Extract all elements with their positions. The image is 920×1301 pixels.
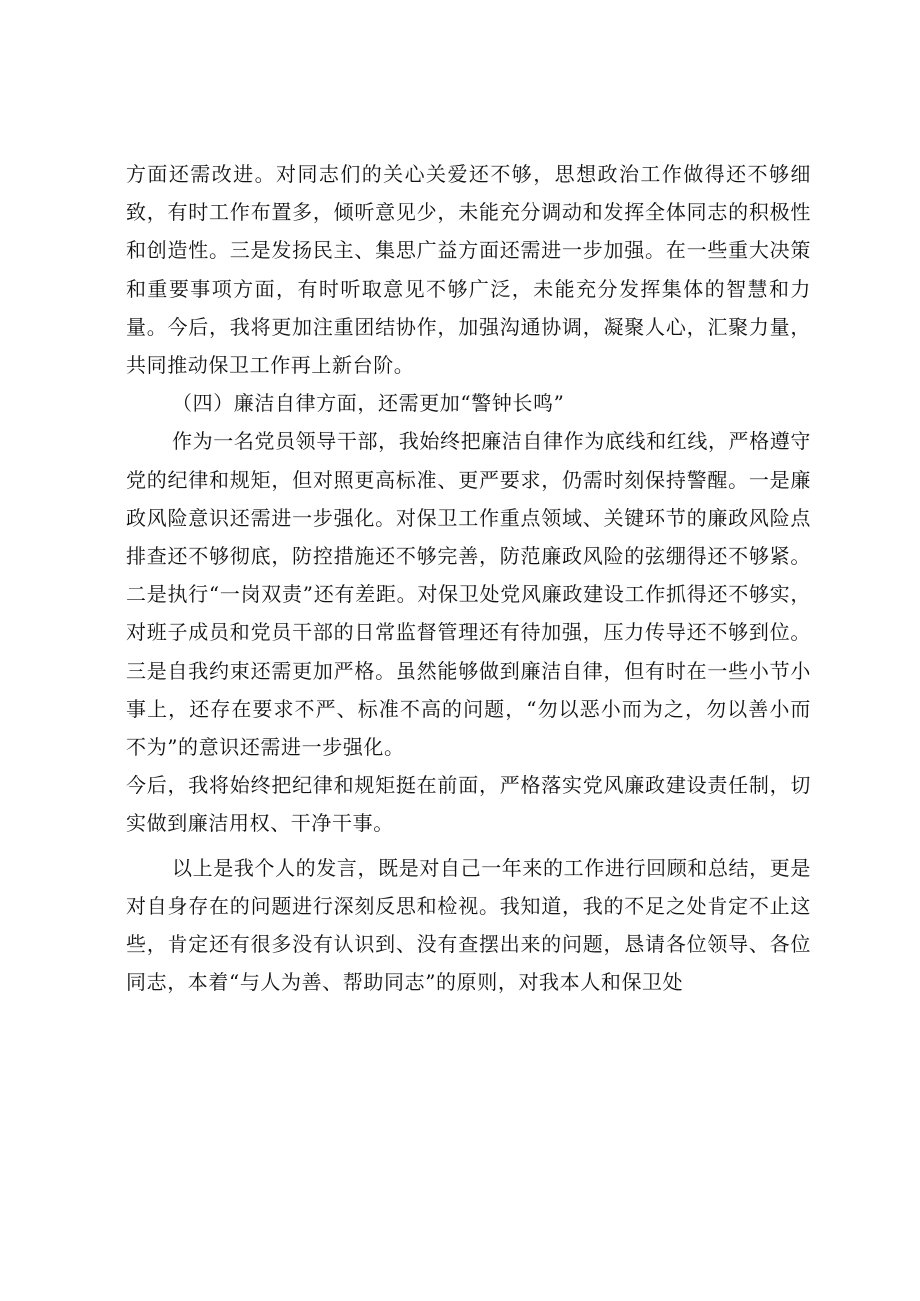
paragraph-integrity-conclusion: 今后，我将始终把纪律和规矩挺在前面，严格落实党风廉政建设责任制，切实做到廉洁用权、干净干事。 [126,773,811,836]
section-heading-integrity: （四）廉洁自律方面，还需更加“警钟长鸣” [172,391,565,416]
paragraph-integrity: 作为一名党员领导干部，我始终把廉洁自律作为底线和红线，严格遵守党的纪律和规矩，但对照更高标准、更严要求，仍需时刻保持警醒。一是廉政风险意识还需进一步强化。对保卫工作重点领域、关键环节的廉政风险点排查还不够彻底，防控措施还不够完善，防范廉政风险的弦绷得还不够紧。二是执行“一岗双责”还有差距。对保卫处党风廉政建设工作抓得还不够实，对班子成员和党员干部的日常监督管理还有待加强，压力传导还不够到位。三是自我约束还需更加严格。虽然能够做到廉洁自律，但有时在一些小节小事上，还存在要求不严、标准不高的问题，“勿以恶小而为之，勿以善小而不为”的意识还需进一步强化。 [126,429,811,760]
document-body [126,155,811,1001]
paragraph-team-cooperation: 方面还需改进。对同志们的关心关爱还不够，思想政治工作做得还不够细致，有时工作布置多，倾听意见少，未能充分调动和发挥全体同志的积极性和创造性。三是发扬民主、集思广益方面还需进一步加强。在一些重大决策和重要事项方面，有时听取意见不够广泛，未能充分发挥集体的智慧和力量。今后，我将更加注重团结协作，加强沟通协调，凝聚人心，汇聚力量，共同推动保卫工作再上新台阶。 [126,162,811,378]
paragraph-closing-remarks: 以上是我个人的发言，既是对自己一年来的工作进行回顾和总结，更是对自身存在的问题进行深刻反思和检视。我知道，我的不足之处肯定不止这些，肯定还有很多没有认识到、没有查摆出来的问题，恳请各位领导、各位同志，本着“与人为善、帮助同志”的原则，对我本人和保卫处 [126,855,811,995]
